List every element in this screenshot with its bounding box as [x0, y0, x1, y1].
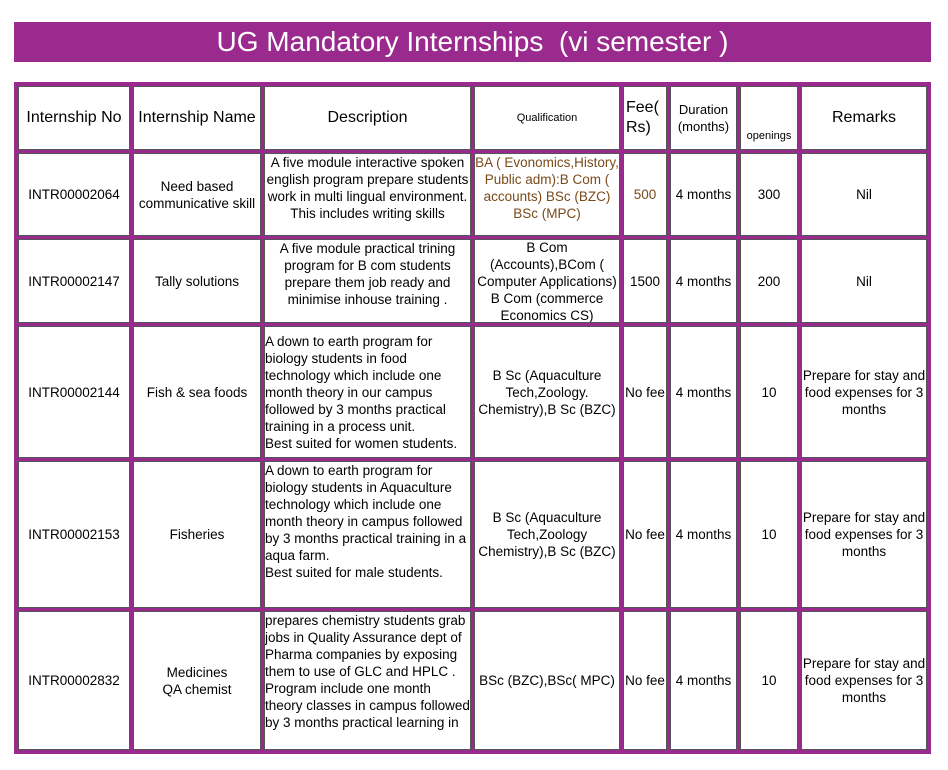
table-row-4-no: INTR00002153 [18, 461, 130, 608]
table-row-2-duration: 4 months [670, 239, 737, 323]
table-row-5-fee: No fee [623, 611, 667, 750]
table-row-3-no: INTR00002144 [18, 326, 130, 458]
table-row-5-no: INTR00002832 [18, 611, 130, 750]
table-row-1-remarks: Nil [801, 153, 927, 236]
table-row-3-openings: 10 [740, 326, 798, 458]
header-openings: openings [740, 86, 798, 150]
header-duration: Duration (months) [670, 86, 737, 150]
table-row-3-remarks: Prepare for stay and food expenses for 3 months [801, 326, 927, 458]
table-row-1-fee: 500 [623, 153, 667, 236]
page-title: UG Mandatory Internships (vi semester ) [14, 22, 931, 62]
table-row-4-description: A down to earth program for biology students in Aquaculture technology which include one month theory in campus followed by 3 months practical training in a aqua farm. Best suited for male students. [264, 461, 471, 608]
table-row-1-qualification: BA ( Evonomics,History, Public adm):B Com ( accounts) BSc (BZC) BSc (MPC) [474, 153, 620, 236]
table-row-1-openings: 300 [740, 153, 798, 236]
table-row-3-duration: 4 months [670, 326, 737, 458]
table-row-2-openings: 200 [740, 239, 798, 323]
table-row-4-remarks: Prepare for stay and food expenses for 3 months [801, 461, 927, 608]
table-row-2-fee: 1500 [623, 239, 667, 323]
table-row-2-qualification: B Com (Accounts),BCom ( Computer Applications) B Com (commerce Economics CS) [474, 239, 620, 323]
header-fee: Fee( Rs) [623, 86, 667, 150]
header-internship-no: Internship No [18, 86, 130, 150]
table-row-5-qualification: BSc (BZC),BSc( MPC) [474, 611, 620, 750]
table-row-5-description: prepares chemistry students grab jobs in Quality Assurance dept of Pharma companies by exposing them to use of GLC and HPLC . Program include one month theory classes in campus followed by 3 months practical learning in [264, 611, 471, 750]
table-row-1-name: Need based communicative skill [133, 153, 261, 236]
header-internship-name: Internship Name [133, 86, 261, 150]
table-row-5-name: Medicines QA chemist [133, 611, 261, 750]
header-description: Description [264, 86, 471, 150]
table-row-3-description: A down to earth program for biology students in food technology which include one month theory in our campus followed by 3 months practical training in a process unit. Best suited for women students. [264, 326, 471, 458]
header-remarks: Remarks [801, 86, 927, 150]
table-row-1-duration: 4 months [670, 153, 737, 236]
table-row-1-description: A five module interactive spoken english program prepare students work in multi lingual environment. This includes writing skills [264, 153, 471, 236]
table-row-2-description: A five module practical trining program for B com students prepare them job ready and minimise inhouse training . [264, 239, 471, 323]
internship-table [14, 82, 931, 754]
table-row-4-openings: 10 [740, 461, 798, 608]
header-qualification: Qualification [474, 86, 620, 150]
table-row-4-name: Fisheries [133, 461, 261, 608]
table-row-3-qualification: B Sc (Aquaculture Tech,Zoology. Chemistry),B Sc (BZC) [474, 326, 620, 458]
table-row-4-qualification: B Sc (Aquaculture Tech,Zoology Chemistry),B Sc (BZC) [474, 461, 620, 608]
table-row-5-remarks: Prepare for stay and food expenses for 3 months [801, 611, 927, 750]
table-row-3-fee: No fee [623, 326, 667, 458]
table-row-1-no: INTR00002064 [18, 153, 130, 236]
table-row-2-name: Tally solutions [133, 239, 261, 323]
table-row-2-no: INTR00002147 [18, 239, 130, 323]
table-row-4-duration: 4 months [670, 461, 737, 608]
table-row-5-duration: 4 months [670, 611, 737, 750]
table-row-3-name: Fish & sea foods [133, 326, 261, 458]
table-row-4-fee: No fee [623, 461, 667, 608]
table-row-2-remarks: Nil [801, 239, 927, 323]
table-row-5-openings: 10 [740, 611, 798, 750]
